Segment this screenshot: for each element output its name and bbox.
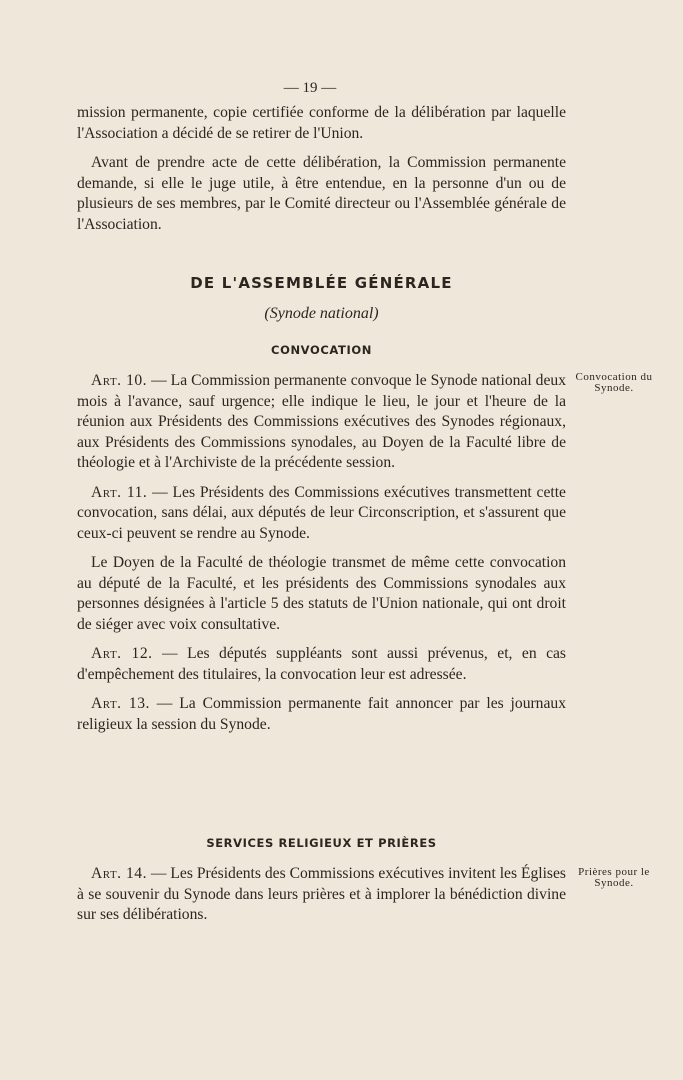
- margin-note-prieres: Prières pour le Synode.: [578, 866, 650, 889]
- section-heading-convocation: CONVOCATION: [271, 343, 372, 357]
- sub-heading: (Synode national): [264, 305, 379, 322]
- article-11-text: — Les Présidents des Commissions exécutives transmettent cette convocation, sans délai, aux députés de leur Circonscription, et s'assurent que ceux-ci peuvent se rendre au Synode.: [77, 483, 566, 542]
- article-10-label: Art. 10.: [91, 372, 148, 389]
- intro-paragraph-1: mission permanente, copie certifiée conforme de la délibération par laquelle l'Association a décidé de se retirer de l'Union.: [77, 104, 566, 142]
- article-14-text: — Les Présidents des Commissions exécutives invitent les Églises à se souvenir du Synode dans leurs prières et à implorer la bénédiction divine sur ses délibérations.: [77, 865, 566, 923]
- article-12-text: — Les députés suppléants sont aussi prévenus, et, en cas d'empêchement des titulaires, la convocation leur est adressée.: [77, 645, 566, 683]
- article-12-label: Art. 12.: [91, 645, 153, 662]
- article-11-label: Art. 11.: [91, 483, 148, 501]
- article-13: [77, 694, 566, 735]
- article-14-label: Art. 14.: [91, 865, 147, 882]
- intro-block: [77, 103, 566, 244]
- article-12: [77, 644, 566, 685]
- article-14: [77, 864, 566, 926]
- page-number: — 19 —: [283, 80, 337, 96]
- services-block: [77, 864, 566, 935]
- article-11: [77, 483, 566, 545]
- main-heading: DE L'ASSEMBLÉE GÉNÉRALE: [190, 274, 453, 292]
- intro-paragraph-2: Avant de prendre acte de cette délibération, la Commission permanente demande, si elle le juge utile, à être entendue, en la personne d'un ou de plusieurs de ses membres, par le Comité directeur ou l'Assemblée générale de l'Association.: [77, 154, 566, 233]
- section-heading-services: SERVICES RELIGIEUX ET PRIÈRES: [206, 836, 437, 850]
- article-13-text: — La Commission permanente fait annoncer par les journaux religieux la session du Synode.: [77, 695, 566, 733]
- article-10: [77, 371, 566, 474]
- article-13-label: Art. 13.: [91, 695, 150, 712]
- article-10-text: — La Commission permanente convoque le Synode national deux mois à l'avance, sauf urgence; elle indique le lieu, le jour et l'heure de la réunion aux Présidents des Commissions exécutives des Synodes régionaux, aux Présidents des Commissions synodales, au Doyen de la Faculté libre de théologie et à l'Archiviste de la précédente session.: [77, 372, 566, 471]
- article-11-paragraph-2: Le Doyen de la Faculté de théologie transmet de même cette convocation au député de la Faculté, et les présidents des Commissions synodales aux personnes désignées à l'article 5 des statuts de l'Union nationale, qui ont droit de siéger avec voix consultative.: [77, 554, 566, 633]
- margin-note-convocation: Convocation du Synode.: [575, 371, 653, 394]
- convocation-block: [77, 371, 566, 744]
